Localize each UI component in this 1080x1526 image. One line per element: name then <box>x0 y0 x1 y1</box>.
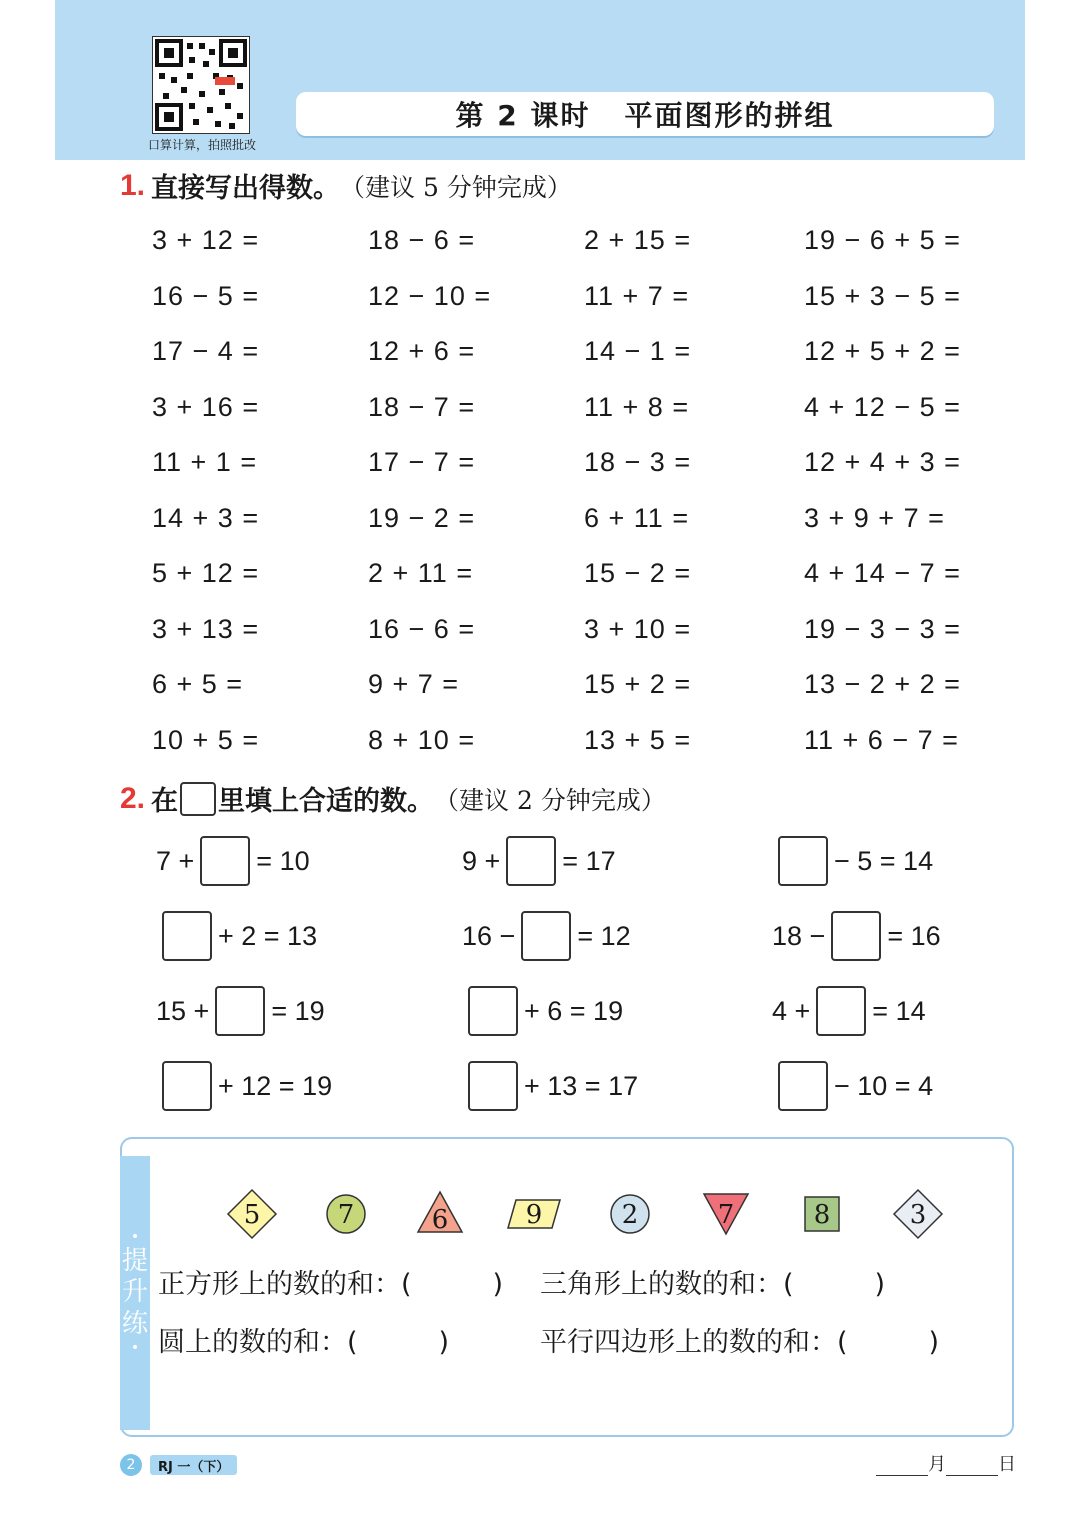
exercise-expression: 3 + 13 = <box>152 614 260 644</box>
shape-number-label: 5 <box>243 1200 261 1230</box>
section-1-number: 1. <box>120 168 146 202</box>
exercise-expression: 11 + 8 = <box>584 392 690 422</box>
month-blank[interactable] <box>876 1457 928 1476</box>
exercise-expression: 11 + 1 = <box>152 447 258 477</box>
exercise-expression: 14 + 3 = <box>152 503 260 533</box>
section-2-hint: （建议 2 分钟完成） <box>434 785 666 815</box>
exercise-expression: 4 + 12 − 5 = <box>804 392 961 422</box>
extra-practice-tab: • 提 升 练 • <box>120 1156 150 1430</box>
tab-char-2: 升 <box>121 1277 148 1308</box>
question-square-sum: 正方形上的数的和：( ) <box>158 1269 504 1300</box>
lesson-topic: 平面图形的拼组 <box>624 99 835 132</box>
shape-number-label: 7 <box>337 1200 355 1230</box>
expression-before-blank: 16 − <box>462 920 516 951</box>
expression-after-blank: + 12 = 19 <box>218 1070 333 1101</box>
exercise-expression: 15 + 3 − 5 = <box>804 281 961 311</box>
expression-after-blank: = 17 <box>562 845 616 876</box>
exercise-expression: 19 − 3 − 3 = <box>804 614 961 644</box>
exercise-expression: 6 + 11 = <box>584 503 690 533</box>
exercise-expression: 18 − 6 = <box>368 225 476 255</box>
exercise-expression: 19 − 2 = <box>368 503 476 533</box>
shape-number-label: 6 <box>431 1205 449 1235</box>
expression-after-blank: = 19 <box>271 995 325 1026</box>
question-circle-sum: 圆上的数的和：( ) <box>158 1327 450 1358</box>
shape-number-label: 7 <box>717 1200 735 1230</box>
expression-before-blank: 9 + <box>462 845 501 876</box>
qr-caption: 口算计算，拍照批改 <box>148 138 257 152</box>
exercise-expression: 13 − 2 + 2 = <box>804 669 961 699</box>
exercise-expression: 2 + 15 = <box>584 225 692 255</box>
tab-char-3: 练 <box>121 1308 148 1339</box>
shape-number-label: 9 <box>525 1200 543 1230</box>
month-label: 月 <box>928 1454 946 1475</box>
lesson-number: 第 2 课时 <box>455 99 591 132</box>
exercise-expression: 3 + 12 = <box>152 225 260 255</box>
exercise-expression: 3 + 9 + 7 = <box>804 503 945 533</box>
exercise-expression: 17 − 7 = <box>368 447 476 477</box>
question-parallelogram-sum: 平行四边形上的数的和：( ) <box>540 1327 940 1358</box>
question-triangle-sum: 三角形上的数的和：( ) <box>540 1269 886 1300</box>
expression-after-blank: = 12 <box>577 920 631 951</box>
exercise-expression: 18 − 7 = <box>368 392 476 422</box>
exercise-expression: 16 − 6 = <box>368 614 476 644</box>
exercise-expression: 2 + 11 = <box>368 558 474 588</box>
exercise-expression: 15 − 2 = <box>584 558 692 588</box>
exercise-expression: 6 + 5 = <box>152 669 244 699</box>
exercise-expression: 4 + 14 − 7 = <box>804 558 961 588</box>
exercise-expression: 5 + 12 = <box>152 558 260 588</box>
exercise-expression: 18 − 3 = <box>584 447 692 477</box>
exercise-expression: 14 − 1 = <box>584 336 692 366</box>
exercise-expression: 11 + 7 = <box>584 281 690 311</box>
section-2-title-before: 在 <box>151 786 179 817</box>
exercise-expression: 16 − 5 = <box>152 281 260 311</box>
expression-after-blank: = 14 <box>872 995 926 1026</box>
day-label: 日 <box>998 1454 1016 1475</box>
shape-number-label: 8 <box>813 1200 831 1230</box>
expression-after-blank: + 13 = 17 <box>524 1070 639 1101</box>
section-1-title: 直接写出得数。 <box>151 173 341 204</box>
exercise-expression: 12 + 4 + 3 = <box>804 447 961 477</box>
expression-after-blank: = 16 <box>887 920 941 951</box>
exercise-expression: 3 + 16 = <box>152 392 260 422</box>
shape-number-label: 2 <box>621 1200 639 1230</box>
expression-after-blank: − 10 = 4 <box>834 1070 934 1101</box>
exercise-expression: 9 + 7 = <box>368 669 460 699</box>
expression-before-blank: 7 + <box>156 845 195 876</box>
expression-after-blank: − 5 = 14 <box>834 845 934 876</box>
shape-number-label: 3 <box>909 1200 927 1230</box>
exercise-expression: 12 + 6 = <box>368 336 476 366</box>
exercise-expression: 17 − 4 = <box>152 336 260 366</box>
section-1-hint: （建议 5 分钟完成） <box>340 172 572 202</box>
exercise-expression: 12 + 5 + 2 = <box>804 336 961 366</box>
tab-char-1: 提 <box>121 1246 148 1277</box>
exercise-expression: 15 + 2 = <box>584 669 692 699</box>
section-2-title-after: 里填上合适的数。 <box>218 786 435 817</box>
exercise-expression: 12 − 10 = <box>368 281 492 311</box>
grade-badge: RJ 一（下） <box>150 1455 237 1475</box>
exercise-expression: 10 + 5 = <box>152 725 260 755</box>
expression-before-blank: 15 + <box>156 995 210 1026</box>
exercise-expression: 8 + 10 = <box>368 725 476 755</box>
expression-after-blank: + 2 = 13 <box>218 920 318 951</box>
day-blank[interactable] <box>946 1457 998 1476</box>
expression-after-blank: = 10 <box>256 845 310 876</box>
exercise-expression: 19 − 6 + 5 = <box>804 225 961 255</box>
expression-before-blank: 4 + <box>772 995 811 1026</box>
expression-after-blank: + 6 = 19 <box>524 995 624 1026</box>
exercise-expression: 3 + 10 = <box>584 614 692 644</box>
section-2-number: 2. <box>120 781 146 815</box>
expression-before-blank: 18 − <box>772 920 826 951</box>
exercise-expression: 13 + 5 = <box>584 725 692 755</box>
exercise-expression: 11 + 6 − 7 = <box>804 725 959 755</box>
date-field <box>876 1450 1016 1476</box>
page-number-badge: 2 <box>120 1454 142 1476</box>
